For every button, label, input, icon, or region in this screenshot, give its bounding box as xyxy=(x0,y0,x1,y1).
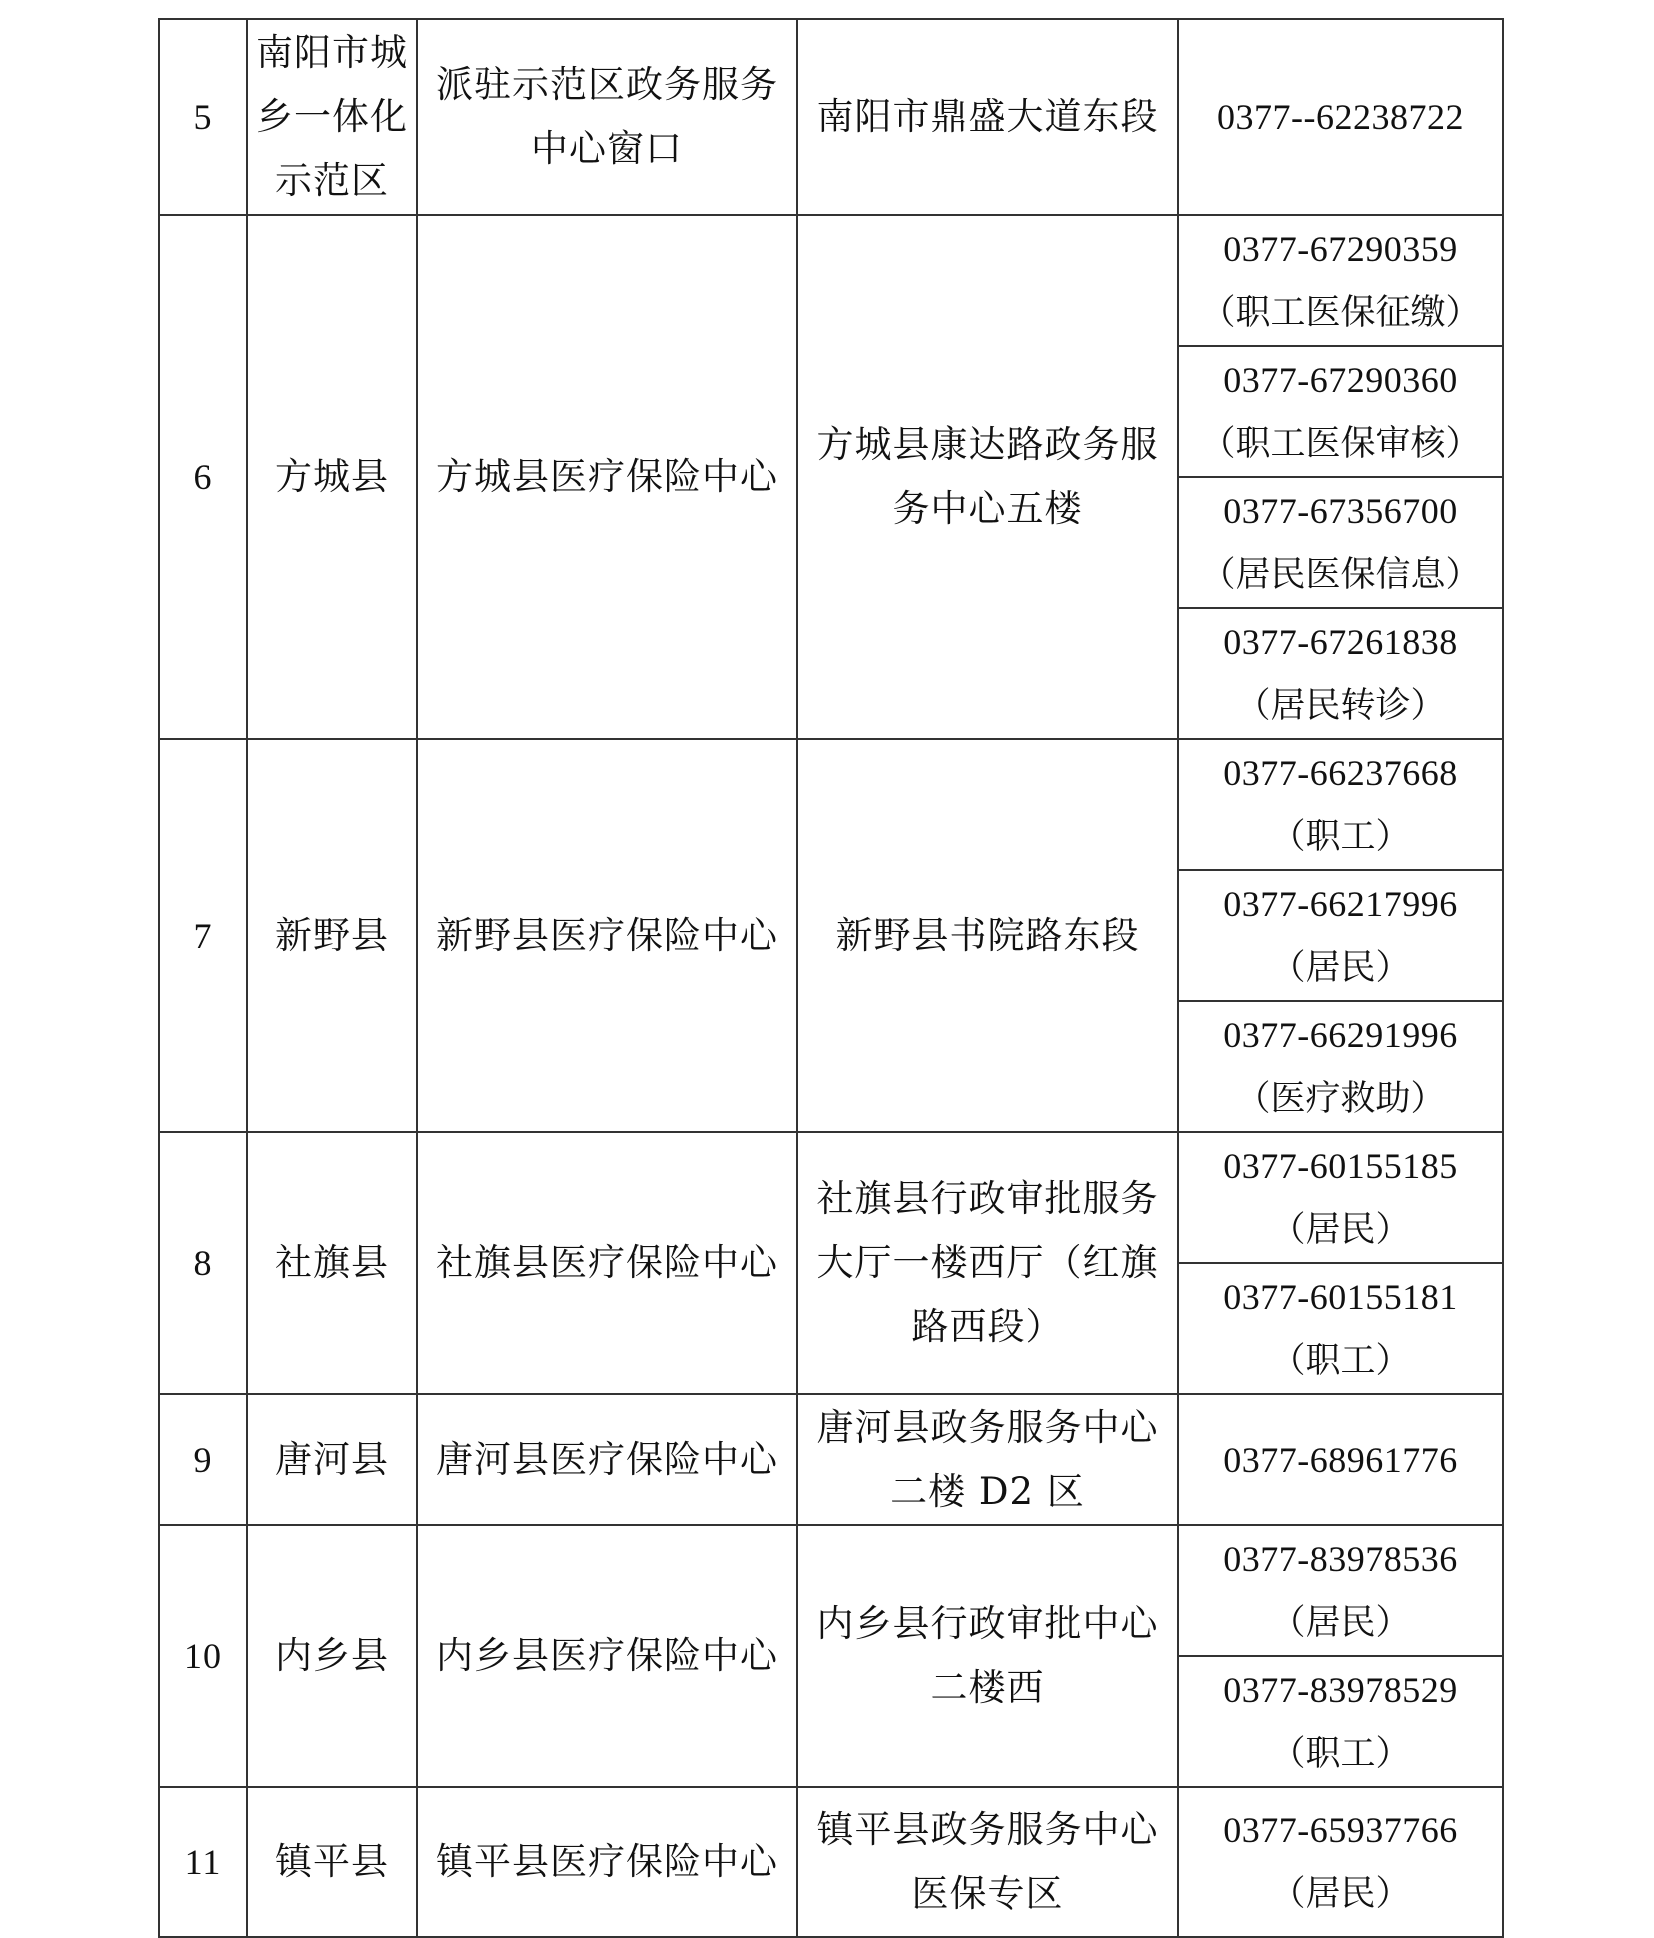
phone-note: （居民） xyxy=(1270,1874,1411,1914)
phone-note: （职工医保征缴） xyxy=(1200,292,1481,333)
address-cell: 方城县康达路政务服务中心五楼 xyxy=(797,215,1178,739)
phone-cell xyxy=(1178,1001,1503,1132)
phone-number: 0377-60155181 xyxy=(1223,1276,1458,1317)
table-row xyxy=(159,1394,1503,1525)
table-body xyxy=(159,19,1503,1937)
row-number-cell: 7 xyxy=(159,739,247,1132)
phone-note: （职工） xyxy=(1270,816,1411,857)
phone-note: （医疗救助） xyxy=(1235,1078,1446,1119)
phone-note: （职工） xyxy=(1270,1340,1411,1381)
medical-insurance-contact-table xyxy=(158,18,1504,1938)
address-cell: 新野县书院路东段 xyxy=(797,739,1178,1132)
county-cell: 南阳市城乡一体化示范区 xyxy=(247,19,417,215)
county-cell: 方城县 xyxy=(247,215,417,739)
phone-cell xyxy=(1178,739,1503,870)
phone-note: （居民） xyxy=(1270,1209,1411,1250)
row-number-cell: 8 xyxy=(159,1132,247,1394)
phone-number: 0377-67356700 xyxy=(1223,490,1458,531)
agency-cell: 镇平县医疗保险中心 xyxy=(417,1787,797,1937)
county-cell: 新野县 xyxy=(247,739,417,1132)
phone-note: （职工医保审核） xyxy=(1200,423,1481,464)
address-cell: 镇平县政务服务中心医保专区 xyxy=(797,1787,1178,1937)
table-row xyxy=(159,1787,1503,1937)
phone-cell xyxy=(1178,477,1503,608)
phone-number: 0377-60155185 xyxy=(1223,1145,1458,1186)
table-row xyxy=(159,19,1503,215)
table-row xyxy=(159,215,1503,346)
phone-cell xyxy=(1178,1263,1503,1394)
phone-number: 0377--62238722 xyxy=(1217,97,1464,137)
agency-cell: 派驻示范区政务服务中心窗口 xyxy=(417,19,797,215)
row-number-cell: 10 xyxy=(159,1525,247,1787)
phone-number: 0377-66237668 xyxy=(1223,752,1458,793)
phone-number: 0377-67290360 xyxy=(1223,359,1458,400)
phone-cell xyxy=(1178,1787,1503,1937)
phone-note: （居民） xyxy=(1270,947,1411,988)
phone-note: （职工） xyxy=(1270,1733,1411,1774)
address-cell: 社旗县行政审批服务大厅一楼西厅（红旗路西段） xyxy=(797,1132,1178,1394)
agency-cell: 社旗县医疗保险中心 xyxy=(417,1132,797,1394)
agency-cell: 方城县医疗保险中心 xyxy=(417,215,797,739)
row-number-cell: 9 xyxy=(159,1394,247,1525)
phone-cell xyxy=(1178,19,1503,215)
phone-cell xyxy=(1178,1394,1503,1525)
phone-number: 0377-66217996 xyxy=(1223,883,1458,924)
address-cell: 唐河县政务服务中心二楼 D2 区 xyxy=(797,1394,1178,1525)
agency-cell: 唐河县医疗保险中心 xyxy=(417,1394,797,1525)
phone-cell xyxy=(1178,1132,1503,1263)
phone-number: 0377-83978536 xyxy=(1223,1538,1458,1579)
phone-cell xyxy=(1178,870,1503,1001)
row-number-cell: 5 xyxy=(159,19,247,215)
agency-cell: 内乡县医疗保险中心 xyxy=(417,1525,797,1787)
phone-number: 0377-67290359 xyxy=(1223,228,1458,269)
phone-cell xyxy=(1178,1525,1503,1656)
county-cell: 内乡县 xyxy=(247,1525,417,1787)
phone-cell xyxy=(1178,608,1503,739)
row-number-cell: 11 xyxy=(159,1787,247,1937)
agency-cell: 新野县医疗保险中心 xyxy=(417,739,797,1132)
county-cell: 唐河县 xyxy=(247,1394,417,1525)
county-cell: 社旗县 xyxy=(247,1132,417,1394)
phone-note: （居民转诊） xyxy=(1235,685,1446,726)
row-number-cell: 6 xyxy=(159,215,247,739)
table-row xyxy=(159,1525,1503,1656)
phone-number: 0377-83978529 xyxy=(1223,1669,1458,1710)
county-cell: 镇平县 xyxy=(247,1787,417,1937)
phone-number: 0377-67261838 xyxy=(1223,621,1458,662)
table-row xyxy=(159,1132,1503,1263)
contact-table-wrapper xyxy=(158,18,1502,1938)
table-row xyxy=(159,739,1503,870)
phone-cell xyxy=(1178,215,1503,346)
phone-number: 0377-66291996 xyxy=(1223,1014,1458,1055)
phone-cell xyxy=(1178,346,1503,477)
phone-number: 0377-65937766 xyxy=(1223,1810,1458,1850)
phone-note: （居民医保信息） xyxy=(1200,554,1481,595)
address-cell: 南阳市鼎盛大道东段 xyxy=(797,19,1178,215)
phone-cell xyxy=(1178,1656,1503,1787)
address-cell: 内乡县行政审批中心二楼西 xyxy=(797,1525,1178,1787)
phone-number: 0377-68961776 xyxy=(1223,1439,1458,1480)
phone-note: （居民） xyxy=(1270,1602,1411,1643)
